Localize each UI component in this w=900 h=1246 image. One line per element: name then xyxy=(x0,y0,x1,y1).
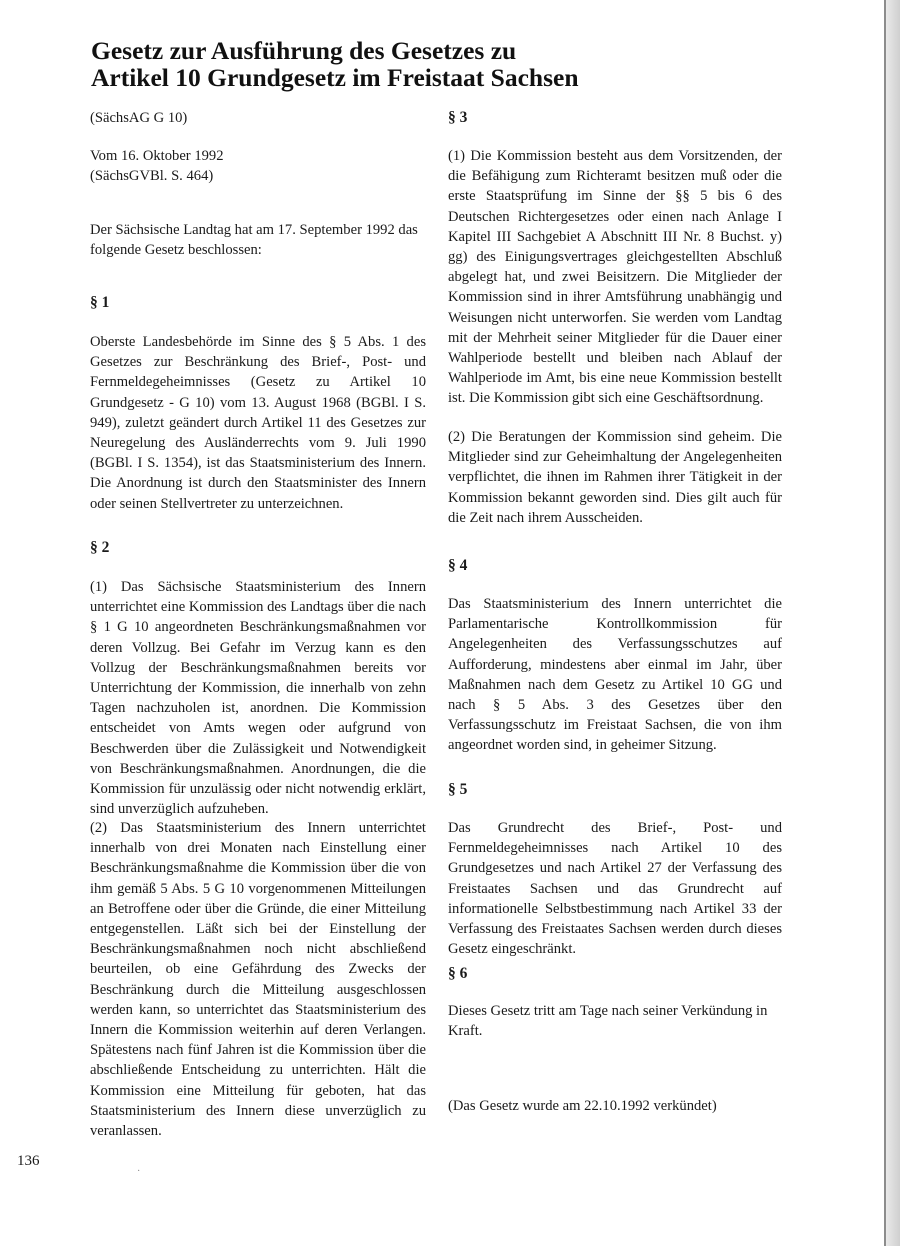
gazette-reference: (SächsGVBl. S. 464) xyxy=(90,168,214,185)
section-3-paragraph-1: (1) Die Kommission besteht aus dem Vorsitzenden, der die Befähigung zum Richteramt besitzen muß oder die erste Staatsprüfung im Sinne der §§ 5 bis 6 des Deutschen Richtergesetzes oder einen nach Anlage I Kapitel III Sachgebiet A Abschnitt III Nr. 8 Buchst. y) gg) des Einigungsvertrages gleichgestellten Abschluß abgelegt hat, und zwei Beisitzern. Die Mitglieder der Kommission sind in ihrer Amtsführung unabhängig und Weisungen nicht unterworfen. Sie werden vom Landtag mit der Mehrheit seiner Mitglieder für die Dauer einer Wahlperiode bestellt und bleiben nach Ablauf der Wahlperiode im Amt, bis eine neue Kommission bestellt ist. Die Kommission gibt sich eine Geschäftsordnung. xyxy=(448,148,782,407)
section-4-text: Das Staatsministerium des Innern unterrichtet die Parlamentarische Kontrollkommission für Angelegenheiten des Verfassungsschutzes auf Aufforderung, mindestens aber einmal im Jahr, über Maßnahmen nach dem Gesetz zu Artikel 10 GG und nach § 5 Abs. 3 des Gesetzes über den Verfassungsschutz im Freistaat Sachsen, die von ihm angeordnet worden sind, in geheimer Sitzung. xyxy=(448,596,782,754)
promulgation-note: (Das Gesetz wurde am 22.10.1992 verkündet) xyxy=(448,1098,717,1114)
section-2-heading: § 2 xyxy=(90,539,110,556)
section-6-heading: § 6 xyxy=(448,965,468,982)
section-6-text: Dieses Gesetz tritt am Tage nach seiner Verkündung in Kraft. xyxy=(448,1003,768,1040)
date-block xyxy=(90,146,426,186)
section-5-heading: § 5 xyxy=(448,781,468,798)
scan-speck: · xyxy=(137,1166,141,1177)
title-line-2: Artikel 10 Grundgesetz im Freistaat Sachsen xyxy=(91,63,579,92)
section-1-heading: § 1 xyxy=(90,294,110,311)
section-4-heading: § 4 xyxy=(448,557,468,574)
section-2-paragraph-2: (2) Das Staatsministerium des Innern unterrichtet innerhalb von drei Monaten nach Einstellung einer Beschränkungsmaßnahme die Kommission über die von ihm gemäß 5 Abs. 5 G 10 vorgenommenen Mitteilungen an Betroffene oder über die Gründe, die einer Mitteilung entgegenstellen. Läßt sich bei der Einstellung der Beschränkungsmaßnahmen noch nicht abschließend beurteilen, ob eine Gefährdung des Zwecks der Beschränkung durch die Mitteilung ausgeschlossen werden kann, so unterrichtet das Staatsministerium des Innern die Kommission weiterhin auf deren Verlangen. Spätestens nach fünf Jahren ist die Kommission über die abschließende Entscheidung zu unterrichten. Hält die Kommission eine Mitteilung für geboten, hat das Staatsministerium des Innern diese unverzüglich zu veranlassen. xyxy=(90,820,426,1140)
page-title xyxy=(91,37,811,91)
short-title: (SächsAG G 10) xyxy=(90,110,188,126)
preamble: Der Sächsische Landtag hat am 17. September 1992 das folgende Gesetz beschlossen: xyxy=(90,222,418,259)
section-5-text: Das Grundrecht des Brief-, Post- und Fernmeldegeheimnisses nach Artikel 10 des Grundgesetzes und nach Artikel 27 der Verfassung des Freistaates Sachsen und das Grundrecht auf informationelle Selbstbestimmung nach Artikel 33 der Verfassung des Freistaates Sachsen werden durch dieses Gesetz eingeschränkt. xyxy=(448,820,782,958)
section-3-paragraph-2: (2) Die Beratungen der Kommission sind geheim. Die Mitglieder sind zur Geheimhaltung der Angelegenheiten verpflichtet, die ihnen im Rahmen ihrer Tätigkeit in der Kommission bekannt geworden sind. Dies gilt auch für die Zeit nach ihrem Ausscheiden. xyxy=(448,429,782,526)
section-1-text: Oberste Landesbehörde im Sinne des § 5 Abs. 1 des Gesetzes zur Beschränkung des Brief-, Post- und Fernmeldegeheimnisses (Gesetz zu Artikel 10 Grundgesetz - G 10) vom 13. August 1968 (BGBl. I S. 949), zuletzt geändert durch Artikel 11 des Gesetzes zur Neuregelung des Ausländerrechts vom 9. Juli 1990 (BGBl. I S. 1354), ist das Staatsministerium des Innern. Die Anordnung ist durch den Staatsminister des Innern oder seinen Stellvertreter zu unterzeichnen. xyxy=(90,334,426,512)
page-number: 136 xyxy=(17,1153,40,1169)
section-3-heading: § 3 xyxy=(448,109,468,126)
page-edge xyxy=(886,0,900,1246)
title-line-1: Gesetz zur Ausführung des Gesetzes zu xyxy=(91,36,517,65)
date-line: Vom 16. Oktober 1992 xyxy=(90,148,224,164)
section-2-paragraph-1: (1) Das Sächsische Staatsministerium des Innern unterrichtet eine Kommission des Landtags über die nach § 1 G 10 angeordneten Beschränkungsmaßnahmen vor deren Vollzug. Bei Gefahr im Verzug kann es den Vollzug der Beschränkungsmaßnahmen bereits vor Unterrichtung der Kommission, die innerhalb von zehn Tagen nachzuholen ist, anordnen. Die Kommission entscheidet von Amts wegen oder aufgrund von Beschwerden über die Zulässigkeit und Notwendigkeit von Beschränkungsmaßnahmen. Anordnungen, die die Kommission für unzulässig oder nicht notwendig erklärt, sind unverzüglich aufzuheben. xyxy=(90,579,426,818)
